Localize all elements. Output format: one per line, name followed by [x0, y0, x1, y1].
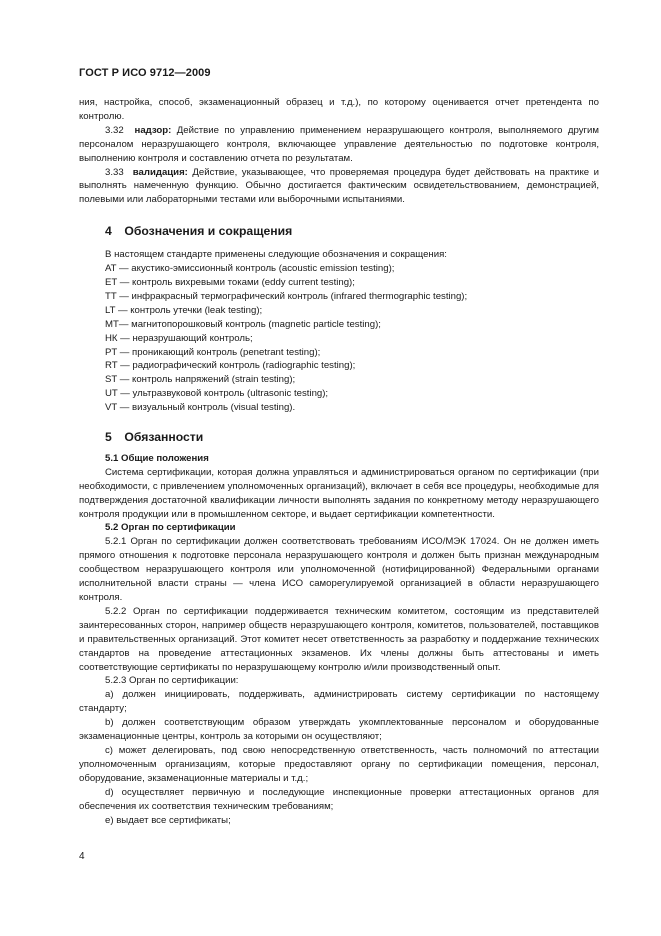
definition-text: Действие, указывающее, что проверяемая процедура будет действовать на практике и выполнять намеченную функцию. Обычно достигается фактическим освидетельствованием, демонстрацией, полевыми или лабораторными тестами или выборочными испытаниями.	[79, 166, 600, 206]
list-item: RT — радиографический контроль (radiographic testing);	[105, 360, 356, 372]
definition-3-33	[79, 166, 599, 208]
continuation-paragraph: ния, настройка, способ, экзаменационный образец и т.д.), по которому оценивается отчет претендента по контролю.	[79, 97, 599, 122]
list-item: MT— магнитопорошковый контроль (magnetic particle testing);	[105, 318, 381, 330]
clause-5-2-3: 5.2.3 Орган по сертификации:	[105, 675, 239, 687]
list-item: TT — инфракрасный термографический контроль (infrared thermographic testing);	[105, 290, 468, 302]
list-item: AT — акустико-эмиссионный контроль (acoustic emission testing);	[105, 263, 395, 275]
page-content	[79, 96, 599, 827]
definition-term: надзор:	[134, 124, 172, 136]
list-item: PT — проникающий контроль (penetrant testing);	[105, 346, 321, 358]
list-item: e) выдает все сертификаты;	[105, 814, 231, 826]
definition-term: валидация:	[132, 166, 188, 178]
list-item: UT — ультразвуковой контроль (ultrasonic testing);	[105, 388, 329, 400]
definition-number: 3.33	[105, 166, 124, 178]
list-item: b) должен соответствующим образом утверждать укомплектованные персоналом и оборудованные экзаменационные центры, контроль за которыми он осуществляют;	[79, 717, 599, 743]
section-title: Обязанности	[124, 430, 204, 445]
section-number: 4	[105, 224, 112, 239]
list-item: VT — визуальный контроль (visual testing).	[105, 402, 296, 414]
definition-number: 3.32	[105, 124, 124, 136]
subsection-5-1-text: Система сертификации, которая должна управляться и администрироваться органом по сертификации (при необходимости, с привлечением уполномоченных организаций), включает в себя все процедуры, необходимые для подтверждения достаточной квалификации личности выполнять задания по конкретному методу неразрушающего контроля продукции или в промышленном секторе, и выдает сертификации компетентности.	[79, 466, 599, 520]
section-4-lead: В настоящем стандарте применены следующие обозначения и сокращения:	[105, 249, 447, 261]
list-item: LT — контроль утечки (leak testing);	[105, 304, 263, 316]
section-4-heading	[79, 225, 599, 239]
list-item: ET — контроль вихревыми токами (eddy current testing);	[105, 276, 355, 288]
document-header: ГОСТ Р ИСО 9712—2009	[79, 67, 211, 79]
page-number: 4	[79, 851, 85, 862]
section-number: 5	[105, 430, 112, 445]
clause-5-2-2: 5.2.2 Орган по сертификации поддерживается техническим комитетом, состоящим из представителей заинтересованных сторон, например обществ неразрушающего контроля, комитетов, пользователей, поставщиков и правительственных организаций. Этот комитет несет ответственность за разработку и поддержание технических стандартов на проведение аттестационных экзаменов. Их члены должны быть аттестованы и иметь соответствующие сертификаты по неразрушающему контролю и/или производственный опыт.	[79, 605, 599, 673]
subsection-5-2-heading: 5.2 Орган по сертификации	[105, 522, 236, 534]
section-5-heading	[79, 431, 599, 445]
subsection-5-1-heading: 5.1 Общие положения	[105, 452, 209, 464]
clause-5-2-1: 5.2.1 Орган по сертификации должен соответствовать требованиям ИСО/МЭК 17024. Он не должен иметь прямого отношения к подготовке персонала неразрушающего контроля и должен быть признан международным сообществом неразрушающего контроля или уполномоченной (нотифицированной) Федеральными органами исполнительной власти страны — члена ИСО саморегулируемой организацией в области неразрушающего контроля.	[79, 536, 599, 603]
list-item: НК — неразрушающий контроль;	[105, 332, 253, 344]
list-item: c) может делегировать, под свою непосредственную ответственность, часть полномочий по аттестации уполномоченным организациям, которые предоставляют органу по сертификации помещения, персонал, оборудование, экзаменационные материалы и т.д.;	[79, 744, 599, 784]
abbreviation-list	[79, 262, 599, 415]
section-title: Обозначения и сокращения	[124, 224, 293, 239]
list-item: a) должен инициировать, поддерживать, администрировать систему сертификации по настоящему стандарту;	[79, 689, 599, 715]
definition-text: Действие по управлению применением неразрушающего контроля, выполняемого другим персоналом неразрушающего контроля, включающее управление деятельностью по подготовке контроля, выполнению контроля и составлению отчета по результатам.	[79, 124, 599, 164]
list-item: d) осуществляет первичную и последующие инспекционные проверки аттестационных органов для обеспечения их соответствия техническим требованиям;	[79, 786, 599, 812]
list-item: ST — контроль напряжений (strain testing);	[105, 374, 296, 386]
definition-3-32	[79, 124, 599, 166]
